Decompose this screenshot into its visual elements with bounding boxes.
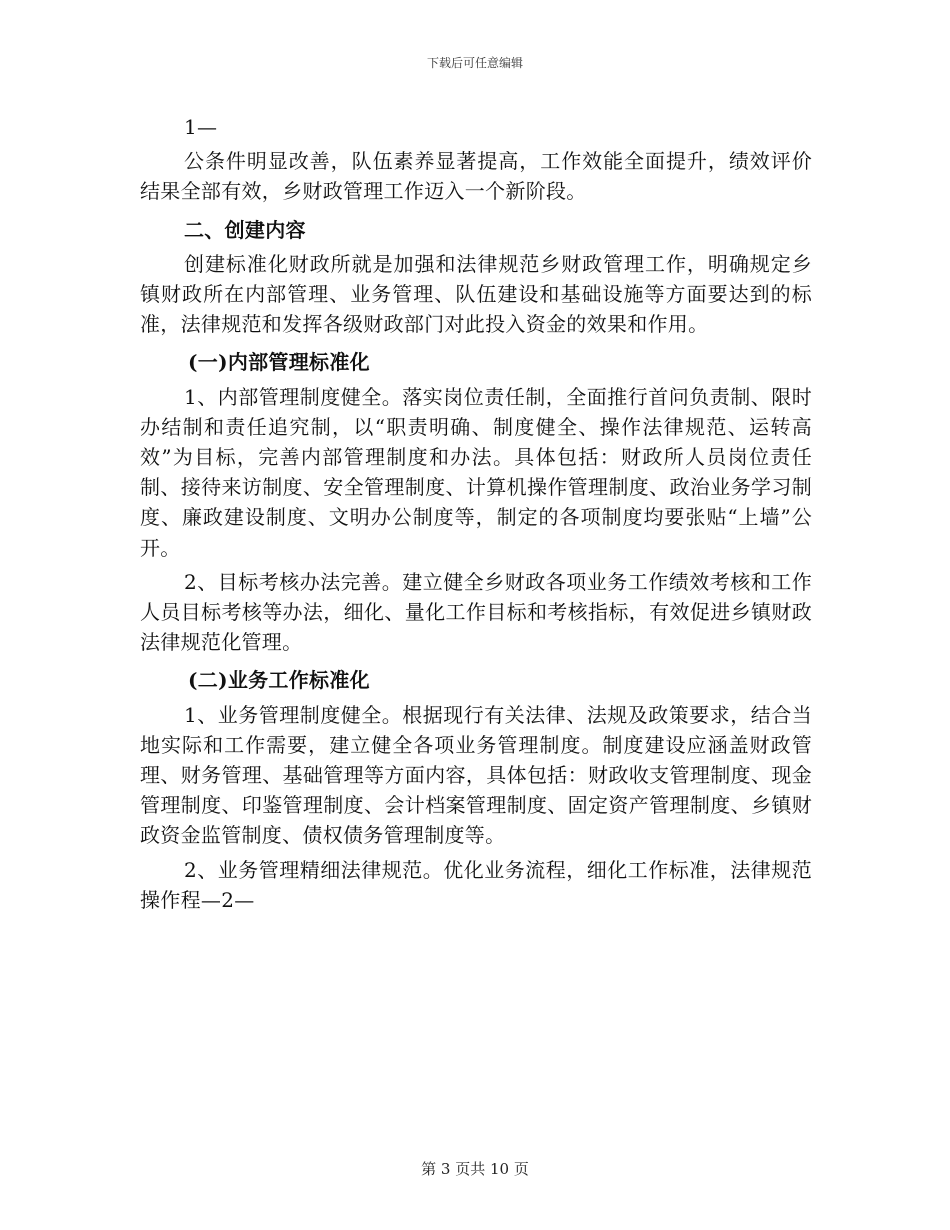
document-body: [140, 112, 812, 915]
paragraph-5: 1、业务管理制度健全。根据现行有关法律、法规及政策要求，结合当地实际和工作需要，建立健全各项业务管理制度。制度建设应涵盖财政管理、财务管理、基础管理等方面内容，具体包括：财政收支管理制度、现金管理制度、印鉴管理制度、会计档案管理制度、固定资产管理制度、乡镇财政资金监管制度、债权债务管理制度等。: [140, 702, 812, 848]
subsection-heading-1: (一)内部管理标准化: [188, 350, 370, 375]
paragraph-4: 2、目标考核办法完善。建立健全乡财政各项业务工作绩效考核和工作人员目标考核等办法，细化、量化工作目标和考核指标，有效促进乡镇财政法律规范化管理。: [140, 569, 812, 655]
section-heading-2: 二、创建内容: [184, 217, 306, 242]
page-marker: 1—: [184, 115, 218, 139]
paragraph-2: 创建标准化财政所就是加强和法律规范乡财政管理工作，明确规定乡镇财政所在内部管理、业务管理、队伍建设和基础设施等方面要达到的标准，法律规范和发挥各级财政部门对此投入资金的效果和作用。: [140, 251, 812, 337]
page-footer-number: 第 3 页共 10 页: [421, 1160, 529, 1178]
paragraph-1: 公条件明显改善，队伍素养显著提高，工作效能全面提升，绩效评价结果全部有效，乡财政管理工作迈入一个新阶段。: [140, 149, 812, 204]
paragraph-3: 1、内部管理制度健全。落实岗位责任制，全面推行首问负责制、限时办结制和责任追究制，以“职责明确、制度健全、操作法律规范、运转高效”为目标，完善内部管理制度和办法。具体包括：财政所人员岗位责任制、接待来访制度、安全管理制度、计算机操作管理制度、政治业务学习制度、廉政建设制度、文明办公制度等，制定的各项制度均要张贴“上墙”公开。: [140, 384, 812, 560]
paragraph-6: 2、业务管理精细法律规范。优化业务流程，细化工作标准，法律规范操作程—2—: [140, 857, 812, 912]
subsection-heading-2: (二)业务工作标准化: [188, 668, 370, 693]
page-header-note: 下载后可任意编辑: [426, 56, 523, 70]
